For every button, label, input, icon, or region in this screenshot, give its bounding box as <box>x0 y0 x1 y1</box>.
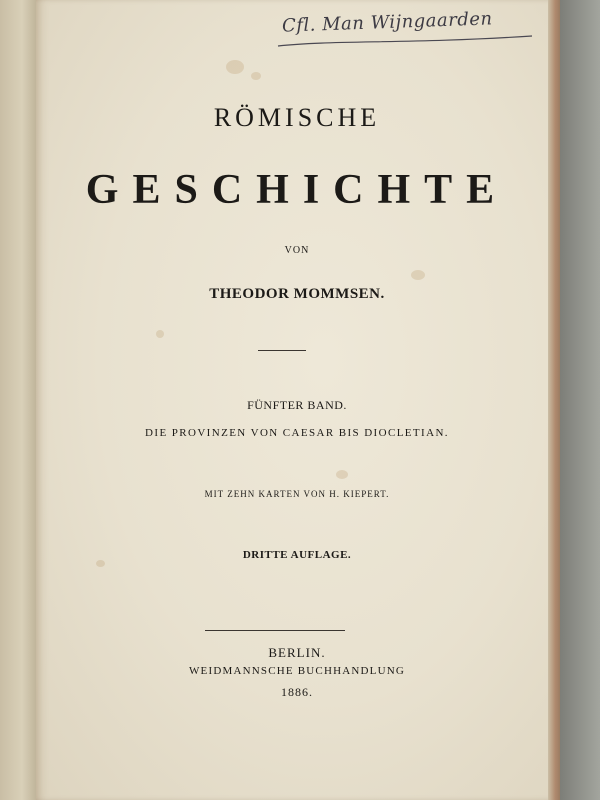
volume-subtitle: DIE PROVINZEN VON CAESAR BIS DIOCLETIAN. <box>145 427 449 439</box>
imprint-publisher: WEIDMANNSCHE BUCHHANDLUNG <box>188 665 406 677</box>
imprint-rule <box>205 630 345 631</box>
volume-label: FÜNFTER BAND. <box>247 398 347 412</box>
title-line-2: GESCHICHTE <box>85 167 509 213</box>
maps-note: MIT ZEHN KARTEN VON H. KIEPERT. <box>204 489 390 499</box>
foxing-spot <box>336 470 348 479</box>
foxing-spot <box>156 330 164 338</box>
foxing-spot <box>96 560 105 567</box>
handwritten-signature: Cfl. Man Wijngaarden <box>270 6 550 54</box>
divider-rule <box>258 350 306 351</box>
edition-label: DRITTE AUFLAGE. <box>242 549 352 561</box>
foxing-spot <box>226 60 244 74</box>
author-name: THEODOR MOMMSEN. <box>209 286 385 302</box>
foxing-spot <box>411 270 425 280</box>
byline: VON <box>284 245 310 256</box>
previous-page-edge <box>0 0 40 800</box>
foxing-spot <box>251 72 261 80</box>
imprint-year: 1886. <box>281 685 313 699</box>
imprint-city: BERLIN. <box>268 645 326 660</box>
title-line-1: RÖMISCHE <box>213 103 381 132</box>
background <box>560 0 600 800</box>
